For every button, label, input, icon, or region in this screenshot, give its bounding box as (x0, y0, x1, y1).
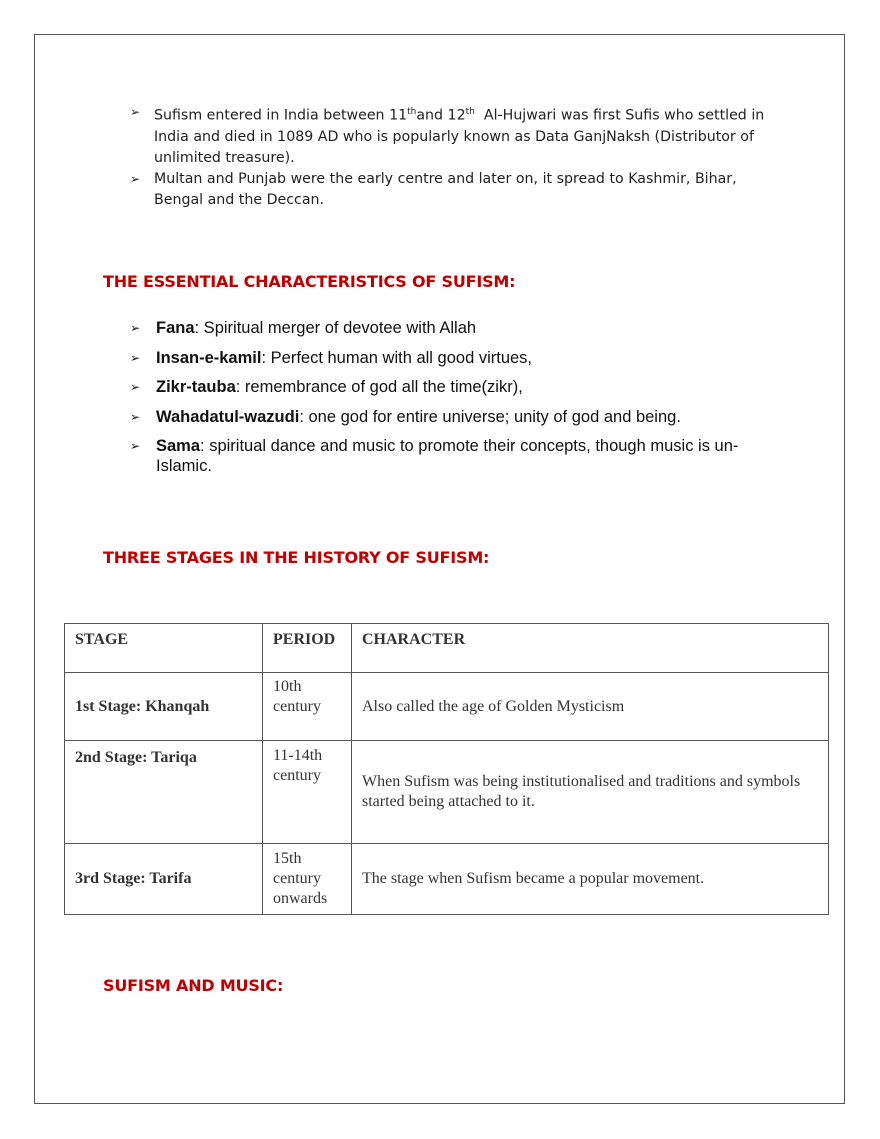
period-line: onwards (273, 890, 328, 907)
column-header-period: PERIOD (263, 624, 352, 673)
list-item (130, 436, 780, 476)
period-cell (263, 741, 352, 844)
arrow-bullet-icon: ➢ (130, 105, 141, 119)
list-item (130, 407, 780, 427)
stages-heading: THREE STAGES IN THE HISTORY OF SUFISM: (103, 548, 490, 567)
term-description: : remembrance of god all the time(zikr), (235, 378, 523, 396)
bullet-text: Multan and Punjab were the early centre and later on, it spread to Kashmir, Bihar, Bengal and the Deccan. (154, 170, 737, 208)
bullet-text: Al-Hujwari was first Sufis who settled in India and died in 1089 AD who is popularly known as Data GanjNaksh (Distributor of unlimited treasure). (154, 107, 769, 166)
period-line: 10th (273, 678, 302, 695)
stage-cell: 3rd Stage: Tarifa (65, 844, 263, 915)
list-item (130, 318, 780, 338)
list-item (130, 377, 780, 397)
list-item (130, 169, 770, 211)
column-header-character: CHARACTER (352, 624, 829, 673)
term: Insan-e-kamil (156, 348, 262, 367)
stage-cell: 2nd Stage: Tariqa (65, 741, 263, 844)
term: Wahadatul-wazudi (156, 407, 300, 426)
bullet-text: Sufism entered in India between 11 (154, 107, 408, 124)
character-cell: When Sufism was being institutionalised and traditions and symbols started being attached to it. (352, 741, 829, 844)
term-description: : Perfect human with all good virtues, (261, 348, 533, 367)
period-line: century (273, 767, 321, 784)
stage-cell: 1st Stage: Khanqah (65, 673, 263, 741)
period-line: 11-14th (273, 747, 323, 764)
term: Zikr-tauba (156, 378, 236, 396)
bullet-text: and 12 (416, 107, 466, 124)
arrow-bullet-icon: ➢ (130, 409, 141, 424)
term-description: : Spiritual merger of devotee with Allah (194, 319, 477, 337)
stages-table (64, 623, 829, 915)
table-row (65, 844, 829, 915)
period-line: century (273, 870, 321, 887)
table-row (65, 741, 829, 844)
characteristics-list (130, 318, 780, 486)
arrow-bullet-icon: ➢ (130, 171, 141, 186)
period-line: century (273, 698, 321, 715)
table-header-row (65, 624, 829, 673)
music-heading: SUFISM AND MUSIC: (103, 976, 284, 995)
column-header-stage: STAGE (65, 624, 263, 673)
term: Fana (156, 319, 195, 337)
period-line: 15th (273, 850, 302, 867)
arrow-bullet-icon: ➢ (130, 439, 141, 453)
character-cell: The stage when Sufism became a popular movement. (352, 844, 829, 915)
arrow-bullet-icon: ➢ (130, 380, 141, 394)
term-description: : spiritual dance and music to promote their concepts, though music is un-Islamic. (156, 437, 739, 475)
list-item (130, 102, 770, 169)
character-cell: Also called the age of Golden Mysticism (352, 673, 829, 741)
term: Sama (156, 437, 201, 455)
term-description: : one god for entire universe; unity of god and being. (299, 407, 681, 426)
table-row (65, 673, 829, 741)
period-cell (263, 844, 352, 915)
list-item (130, 348, 780, 368)
superscript: th (407, 107, 417, 117)
intro-bullet-list (130, 102, 770, 211)
period-cell (263, 673, 352, 741)
arrow-bullet-icon: ➢ (130, 350, 141, 365)
superscript: th (465, 107, 475, 117)
characteristics-heading: THE ESSENTIAL CHARACTERISTICS OF SUFISM: (103, 272, 516, 291)
arrow-bullet-icon: ➢ (130, 321, 141, 335)
